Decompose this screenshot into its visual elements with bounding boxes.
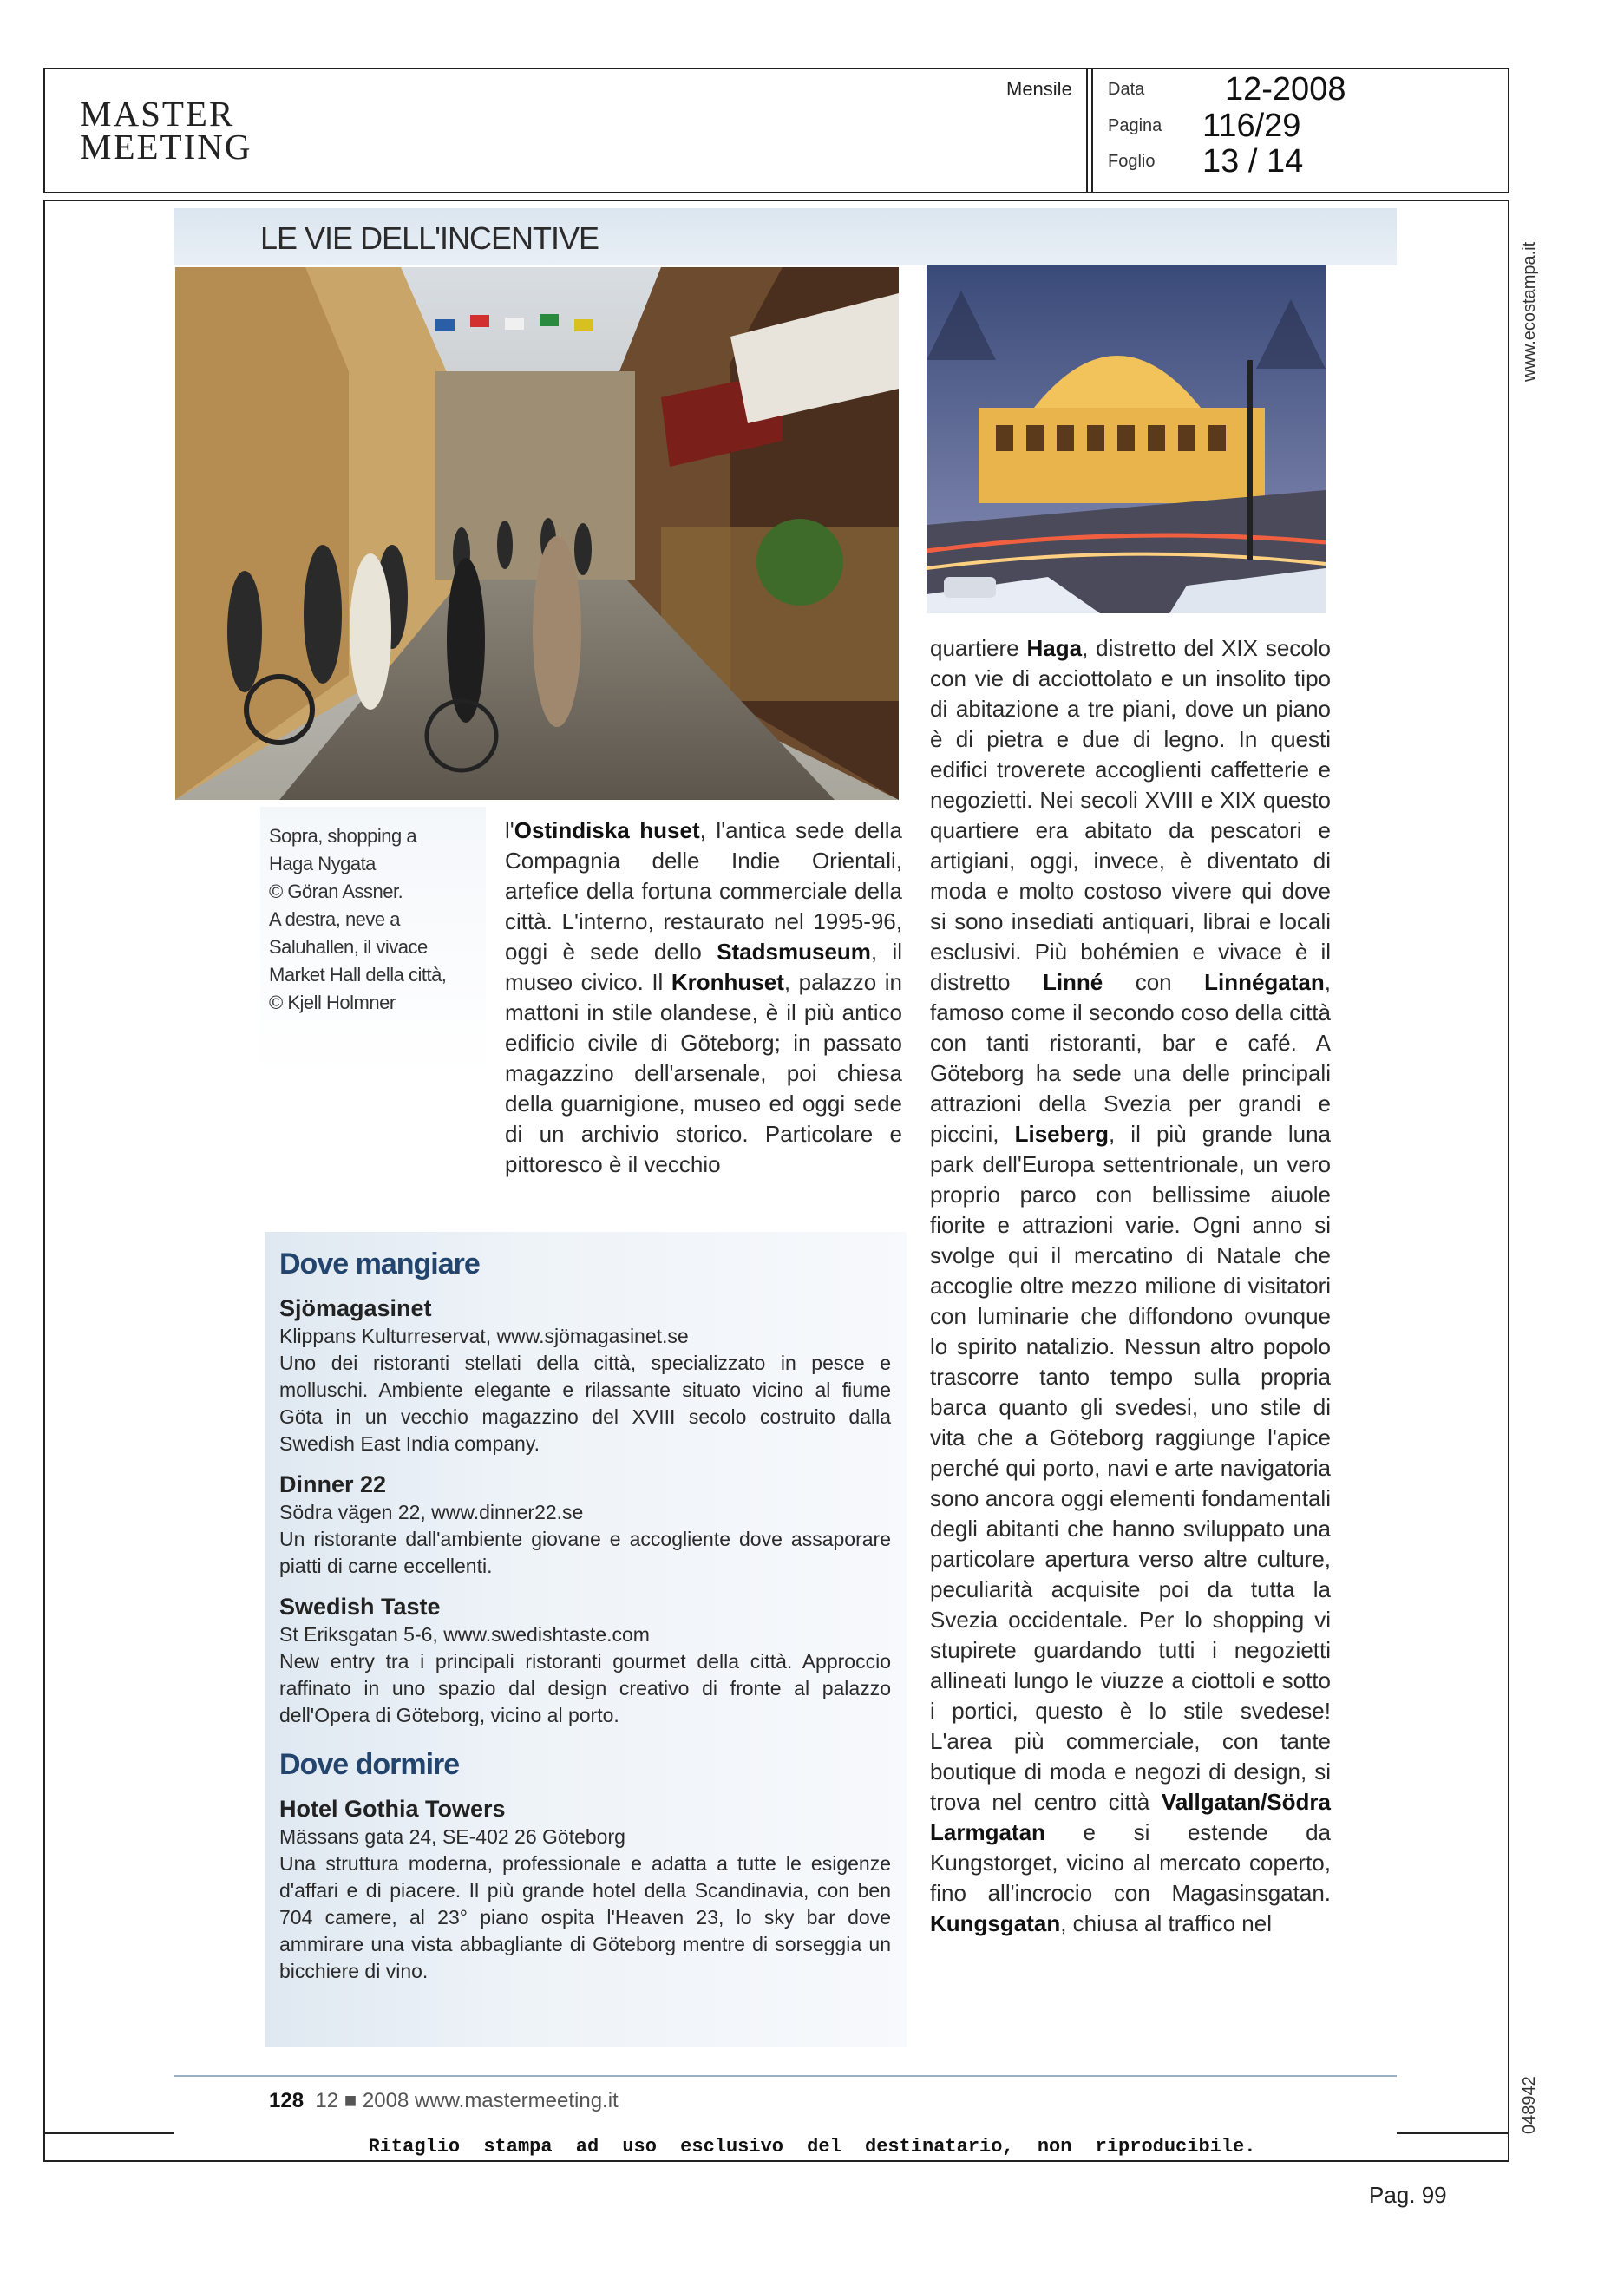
logo-line-2: MEETING [80,127,252,167]
bold-run: Kronhuset [671,969,784,995]
bold-run: Haga [1026,635,1083,661]
restaurant-name: Sjömagasinet [279,1295,432,1321]
notice-rule-right [1397,2132,1508,2134]
photo-caption [269,822,477,1017]
copyright-notice: Ritaglio stampa ad uso esclusivo del destinatario, non riproducibile. [368,2136,1256,2158]
meta-value-pagina: 116/29 [1202,108,1301,144]
caption-line: Market Hall della città, [269,964,447,986]
bold-run: Linnégatan [1204,969,1325,995]
sleep-heading: Dove dormire [279,1748,460,1781]
bold-run: Stadsmuseum [717,939,871,965]
text-run: , l'antica sede della Compagnia delle Indie Orientali, artefice della fortuna commerciale della città. L'interno, restaurato nel 1995-96, oggi è sede dello [505,817,903,965]
caption-line: A destra, neve a [269,908,400,930]
header-divider [1086,68,1093,193]
side-code [1511,1995,1546,2134]
article-column-2 [930,633,1331,1939]
side-url-text: www.ecostampa.it [1520,241,1539,382]
text-run: , il più grande luna park dell'Europa settentrionale, un vero proprio parco con bellissime aiuole fiorite e attrazioni varie. Ogni anno si svolge qui il mercatino di Natale che accoglie oltre mezzo milione di visitatori con luminarie che diffondono ovunque lo spirito natalizio. Nessun altro popolo trascorre tanto tempo sulla propria barca quanto gli svedesi, uno stile di vita che a Göteborg raggiunge l'apice perché qui porto, navi e arte navigatoria sono ancora oggi elementi fondamentali degli abitanti che hanno sviluppato una particolare apertura verso altre culture, peculiarità acquisite poi da tutta la Svezia occidentale. Per lo shopping vi stupirete guardando tutti i negozietti allineati lungo le viuzze a ciottoli e sotto i portici, questo è lo stile svedese! L'area più commerciale, con tante boutique di moda e negozi di design, si trova nel centro città [930,1121,1332,1815]
meta-label-foglio: Foglio [1108,152,1156,171]
frequency-label: Mensile [1006,78,1072,100]
restaurant-details [279,1499,891,1580]
bold-run: Linné [1042,969,1103,995]
article-column-1 [505,815,902,1180]
hotel-name: Hotel Gothia Towers [279,1796,506,1822]
side-code-text: 048942 [1520,2076,1539,2134]
info-box [279,1248,891,1997]
restaurant-details [279,1621,891,1729]
haga-street-photo [175,267,899,800]
restaurant-name: Swedish Taste [279,1594,441,1620]
text-run: , palazzo in mattoni in stile olandese, è il più antico edificio civile di Göteborg; in passato magazzino dell'arsenale, poi chiesa della guarnigione, museo ed oggi sede di un archivio storico. Particolare e pittoresco è il vecchio [505,969,902,1177]
restaurant-address: Klippans Kulturreservat, www.sjömagasinet.se [279,1325,689,1347]
text-run: l' [505,817,514,843]
text-run: quartiere [930,635,1027,661]
eat-heading: Dove mangiare [279,1248,480,1280]
text-run: e si estende da Kungstorget, vicino al mercato coperto, fino all'incrocio con Magasinsgatan. [930,1819,1331,1906]
pdf-page-label: Pag. 99 [1369,2182,1447,2208]
footer-rule [174,2075,1397,2077]
side-url [1511,208,1546,382]
folio-text: 12 ■ 2008 www.mastermeeting.it [315,2089,619,2112]
meta-label-data: Data [1108,80,1145,99]
caption-line: Saluhallen, il vivace [269,936,428,958]
restaurant-description: Un ristorante dall'ambiente giovane e accogliente dove assaporare piatti di carne eccellenti. [279,1528,891,1577]
hotel-address: Mässans gata 24, SE-402 26 Göteborg [279,1825,625,1848]
page-folio [269,2089,619,2113]
text-run: con [1103,969,1205,995]
bold-run: Kungsgatan [930,1910,1061,1936]
text-run: , chiusa al traffico nel [1060,1910,1272,1936]
meta-value-data: 12-2008 [1225,71,1346,108]
meta-label-pagina: Pagina [1108,116,1162,135]
hotel-description: Una struttura moderna, professionale e adatta a tutte le esigenze d'affari e di piacere. Il più grande hotel della Scandinavia, con ben 704 camere, al 23° piano ospita l'Heaven 23, lo sky bar dove ammirare una vista abbagliante di Göteborg mentre di sorseggia un bicchiere di vino. [279,1852,891,1982]
logo-line-1: MASTER [80,94,235,134]
restaurant-description: New entry tra i principali ristoranti gourmet della città. Approccio raffinato in uno spazio dal design creativo di fronte al palazzo dell'Opera di Göteborg, vicino al porto. [279,1650,891,1726]
restaurant-details [279,1323,891,1457]
text-run: , distretto del XIX secolo con vie di acciottolato e un insolito tipo di abitazione a tre piani, dove un piano è di pietra e due di legno. In questi edifici troverete accoglienti caffetterie e negozietti. Nei secoli XVIII e XIX questo quartiere era abitato da pescatori e artigiani, oggi, invece, è diventato di moda e molto costoso vivere qui dove si sono insediati antiquari, librai e locali esclusivi. Più bohémien e vivace è il distretto [930,635,1331,995]
bold-run: Vallgatan/Södra Larmgatan [930,1789,1331,1845]
text-run: , famoso come il secondo coso della città con tanti ristoranti, bar e café. A Göteborg ha sede una delle principali attrazioni della Svezia per grandi e piccini, [930,969,1331,1147]
caption-line: Sopra, shopping a [269,825,417,847]
hotel-details [279,1824,891,1985]
bold-run: Liseberg [1014,1121,1109,1147]
restaurant-address: St Eriksgatan 5-6, www.swedishtaste.com [279,1623,650,1646]
notice-rule-left [43,2132,174,2134]
caption-line: Haga Nygata [269,853,376,874]
saluhallen-photo [927,265,1326,613]
magazine-logo [80,94,252,167]
caption-line: © Göran Assner. [269,881,403,902]
page-number: 128 [269,2089,304,2112]
restaurant-description: Uno dei ristoranti stellati della città, specializzato in pesce e molluschi. Ambiente elegante e rilassante situato vicino al fiume Göta in un vecchio magazzino del XVIII secolo costruito dalla Swedish East India company. [279,1352,891,1455]
bold-run: Ostindiska huset [514,817,700,843]
text-run: , il museo civico. Il [505,939,903,995]
restaurant-name: Dinner 22 [279,1471,387,1497]
restaurant-address: Södra vägen 22, www.dinner22.se [279,1501,584,1523]
section-title: LE VIE DELL'INCENTIVE [260,220,599,256]
caption-line: © Kjell Holmner [269,992,396,1013]
meta-value-foglio: 13 / 14 [1202,143,1304,180]
